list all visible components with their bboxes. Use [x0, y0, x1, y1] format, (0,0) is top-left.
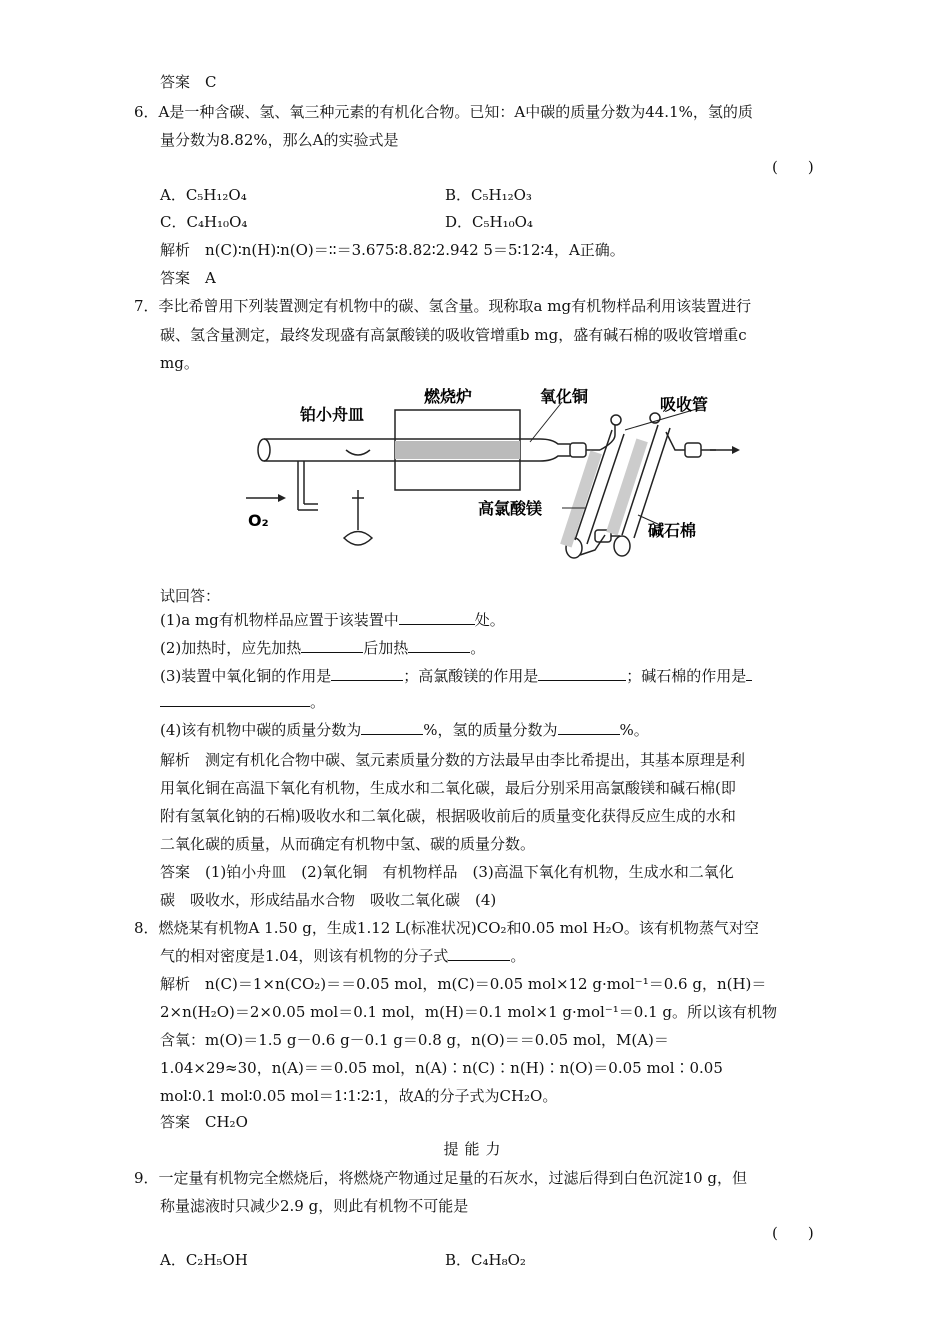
- label-soda-asbestos: 碱石棉: [648, 521, 697, 540]
- analysis-8-3: 含氧：m(O)＝1.5 g－0.6 g－0.1 g＝0.8 g，n(O)＝＝0.05 mol，M(A)＝: [160, 1031, 669, 1049]
- blank-4a: [361, 720, 423, 735]
- part-3-end: 。: [310, 693, 326, 711]
- analysis-8-4: 1.04×29≈30，n(A)＝＝0.05 mol，n(A)∶n(C)∶n(H)∶n(O)＝0.05 mol∶0.05: [160, 1059, 723, 1077]
- q8-end: 。: [510, 947, 526, 965]
- label-absorb-tube: 吸收管: [660, 395, 709, 414]
- analysis-6: 解析 n(C)∶n(H)∶n(O)＝∶∶＝3.675∶8.82∶2.942 5＝5∶12∶4，A正确。: [160, 241, 625, 259]
- question-7-prompt: 试回答：: [160, 587, 221, 605]
- blank-2b: [408, 638, 470, 653]
- answer-7-1: 答案 (1)铂小舟皿 (2)氧化铜 有机物样品 (3)高温下氧化有机物，生成水和二氧化: [160, 863, 734, 881]
- analysis-7-2: 用氧化铜在高温下氧化有机物，生成水和二氧化碳，最后分别采用高氯酸镁和碱石棉(即: [160, 779, 736, 797]
- analysis-8-1: 解析 n(C)＝1×n(CO₂)＝＝0.05 mol，m(C)＝0.05 mol×12 g·mol⁻¹＝0.6 g，n(H)＝: [160, 975, 767, 993]
- question-7-part-3-cont: [160, 692, 325, 712]
- part-2-text: (2)加热时，应先加热: [160, 639, 302, 657]
- blank-1: [399, 610, 475, 625]
- option-9a: A．C₂H₅OH: [160, 1251, 248, 1269]
- label-o2: O₂: [248, 511, 269, 530]
- question-7-stem-cont: 碳、氢含量测定，最终发现盛有高氯酸镁的吸收管增重b mg，盛有碱石棉的吸收管增重c: [160, 326, 747, 344]
- question-7-part-4: [160, 720, 649, 740]
- question-7-part-2: [160, 638, 485, 658]
- blank-3a: [331, 666, 403, 681]
- question-7-part-3: [160, 666, 752, 686]
- question-7-stem-cont2: mg。: [160, 354, 199, 372]
- analysis-7-3: 附有氢氧化钠的石棉)吸收水和二氧化碳，根据吸收前后的质量变化获得反应生成的水和: [160, 807, 736, 825]
- label-boat: 铂小舟皿: [300, 405, 365, 424]
- part-3-mid: ；高氯酸镁的作用是: [403, 667, 539, 685]
- blank-3c: [746, 666, 752, 681]
- part-1-text: (1)a mg有机物样品应置于该装置中: [160, 611, 399, 629]
- part-2-end: 。: [470, 639, 486, 657]
- part-3-mid2: ；碱石棉的作用是: [626, 667, 747, 685]
- question-9-stem: 9．一定量有机物完全燃烧后，将燃烧产物通过足量的石灰水，过滤后得到白色沉淀10 g，但: [134, 1169, 748, 1187]
- answer-6: 答案 A: [160, 269, 216, 287]
- blank-4b: [558, 720, 620, 735]
- answer-5: 答案 C: [160, 73, 217, 91]
- apparatus-diagram: [240, 380, 760, 580]
- answer-7-2: 碳 吸收水，形成结晶水合物 吸收二氧化碳 (4): [160, 891, 497, 909]
- q8-text: 气的相对密度是1.04，则该有机物的分子式: [160, 947, 449, 965]
- question-7-stem: 7．李比希曾用下列装置测定有机物中的碳、氢含量。现称取a mg有机物样品利用该装置进行: [134, 297, 752, 315]
- question-6-stem: 6．A是一种含碳、氢、氧三种元素的有机化合物。已知：A中碳的质量分数为44.1%，氢的质: [134, 103, 753, 121]
- option-c: C．C₄H₁₀O₄: [160, 213, 248, 231]
- blank-2a: [301, 638, 363, 653]
- analysis-7-1: 解析 测定有机化合物中碳、氢元素质量分数的方法最早由李比希提出，其基本原理是利: [160, 751, 746, 769]
- question-7-part-1: [160, 610, 505, 630]
- answer-paren: ( ): [772, 158, 814, 176]
- label-copper-oxide: 氧化铜: [540, 387, 589, 406]
- analysis-8-2: 2×n(H₂O)＝2×0.05 mol＝0.1 mol，m(H)＝0.1 mol×1 g·mol⁻¹＝0.1 g。所以该有机物: [160, 1003, 778, 1021]
- answer-paren-9: ( ): [772, 1224, 814, 1242]
- part-3-text: (3)装置中氧化铜的作用是: [160, 667, 332, 685]
- question-8-stem-cont: [160, 946, 525, 966]
- part-4-text: (4)该有机物中碳的质量分数为: [160, 721, 362, 739]
- section-title: 提能力: [443, 1140, 507, 1158]
- blank-8: [448, 946, 510, 961]
- label-furnace: 燃烧炉: [424, 387, 473, 406]
- blank-3b: [538, 666, 626, 681]
- analysis-7-4: 二氧化碳的质量，从而确定有机物中氢、碳的质量分数。: [160, 835, 536, 853]
- answer-8: 答案 CH₂O: [160, 1113, 248, 1131]
- option-b: B．C₅H₁₂O₃: [445, 186, 532, 204]
- question-9-stem-cont: 称量滤液时只减少2.9 g，则此有机物不可能是: [160, 1197, 469, 1215]
- option-d: D．C₅H₁₀O₄: [445, 213, 533, 231]
- question-6-stem-cont: 量分数为8.82%，那么A的实验式是: [160, 131, 399, 149]
- part-2-mid: 后加热: [363, 639, 409, 657]
- blank-3c-cont: [160, 692, 310, 707]
- option-9b: B．C₄H₈O₂: [445, 1251, 526, 1269]
- part-1-end: 处。: [474, 611, 505, 629]
- part-4-end: %。: [619, 721, 649, 739]
- option-a: A．C₅H₁₂O₄: [160, 186, 247, 204]
- part-4-mid: %，氢的质量分数为: [423, 721, 558, 739]
- question-8-stem: 8．燃烧某有机物A 1.50 g，生成1.12 L(标准状况)CO₂和0.05 mol H₂O。该有机物蒸气对空: [134, 919, 759, 937]
- analysis-8-5: mol∶0.1 mol∶0.05 mol＝1∶1∶2∶1，故A的分子式为CH₂O。: [160, 1087, 558, 1105]
- label-mg-perchlorate: 高氯酸镁: [478, 499, 543, 518]
